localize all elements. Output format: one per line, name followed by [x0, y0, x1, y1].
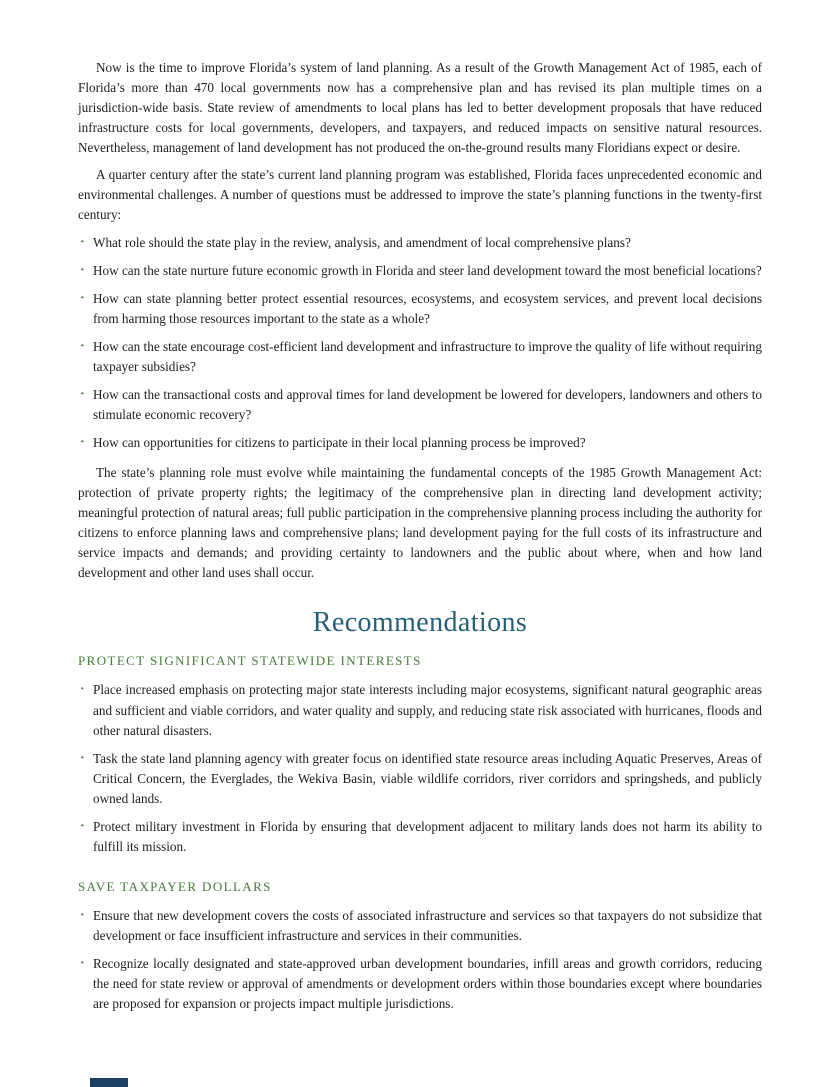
section-heading-save-taxpayer-dollars: SAVE TAXPAYER DOLLARS	[78, 878, 272, 894]
page-footer-bar	[90, 1078, 128, 1087]
list-item: · How can state planning better protect essential resources, ecosystems, and ecosystem services, and prevent local decisions from harming those resources important to the state as a whole?	[78, 289, 762, 329]
list-item: · How can the transactional costs and approval times for land development be lowered for developers, landowners and others to stimulate economic recovery?	[78, 385, 762, 425]
list-item: · Protect military investment in Florida by ensuring that development adjacent to military lands does not harm its ability to fulfill its mission.	[78, 817, 762, 857]
list-item: · How can the state encourage cost-efficient land development and infrastructure to improve the quality of life without requiring taxpayer subsidies?	[78, 337, 762, 377]
questions-list	[78, 233, 762, 454]
list-item: · Recognize locally designated and state-approved urban development boundaries, infill areas and growth corridors, reducing the need for state review or approval of amendments or development orders within those boundaries except where boundaries are proposed for expansion or projects impact multiple jurisdictions.	[78, 954, 762, 1014]
list-item: · How can opportunities for citizens to participate in their local planning process be improved?	[78, 433, 762, 453]
list-item: · Task the state land planning agency with greater focus on identified state resource areas including Aquatic Preserves, Areas of Critical Concern, the Everglades, the Wekiva Basin, viable wildlife corridors, river corridors and springsheds, and publicly owned lands.	[78, 749, 762, 809]
list-item: · How can the state nurture future economic growth in Florida and steer land development toward the most beneficial locations?	[78, 261, 762, 281]
save-taxpayer-list	[78, 906, 762, 1014]
intro-paragraph-3: The state’s planning role must evolve while maintaining the fundamental concepts of the 1985 Growth Management Act: protection of private property rights; the legitimacy of the comprehensive plan in directing land development activity; meaningful protection of natural areas; full public participation in the comprehensive planning process including the authority for citizens to enforce planning laws and comprehensive plans; land development paying for the full costs of its infrastructure and service impacts and demands; and providing certainty to landowners and the public about where, when and how land development and other land uses shall occur.	[78, 465, 762, 581]
intro-paragraph-2: A quarter century after the state’s current land planning program was established, Florida faces unprecedented economic and environmental challenges. A number of questions must be addressed to improve the state’s planning functions in the twenty-first century:	[78, 167, 762, 223]
intro-paragraph-1: Now is the time to improve Florida’s system of land planning. As a result of the Growth Management Act of 1985, each of Florida’s more than 470 local governments now has a comprehensive plan and has revised its plan multiple times on a jurisdiction-wide basis. State review of amendments to local plans has led to better development proposals that have reduced infrastructure costs for local governments, developers, and taxpayers, and reduced impacts on sensitive natural resources. Nevertheless, management of land development has not produced the on-the-ground results many Floridians expect or desire.	[78, 60, 762, 156]
protect-interests-list	[78, 680, 762, 857]
section-heading-protect-statewide-interests: PROTECT SIGNIFICANT STATEWIDE INTERESTS	[78, 653, 422, 669]
document-content	[78, 58, 762, 1024]
list-item: · Place increased emphasis on protecting major state interests including major ecosystems, significant natural geographic areas and sufficient and viable corridors, and water quality and supply, and reducing state risk associated with hurricanes, floods and other natural disasters.	[78, 680, 762, 740]
list-item: · What role should the state play in the review, analysis, and amendment of local comprehensive plans?	[78, 233, 762, 253]
list-item: · Ensure that new development covers the costs of associated infrastructure and services so that taxpayers do not subsidize that development or face insufficient infrastructure and services in their communities.	[78, 906, 762, 946]
recommendations-title: Recommendations	[312, 607, 528, 639]
